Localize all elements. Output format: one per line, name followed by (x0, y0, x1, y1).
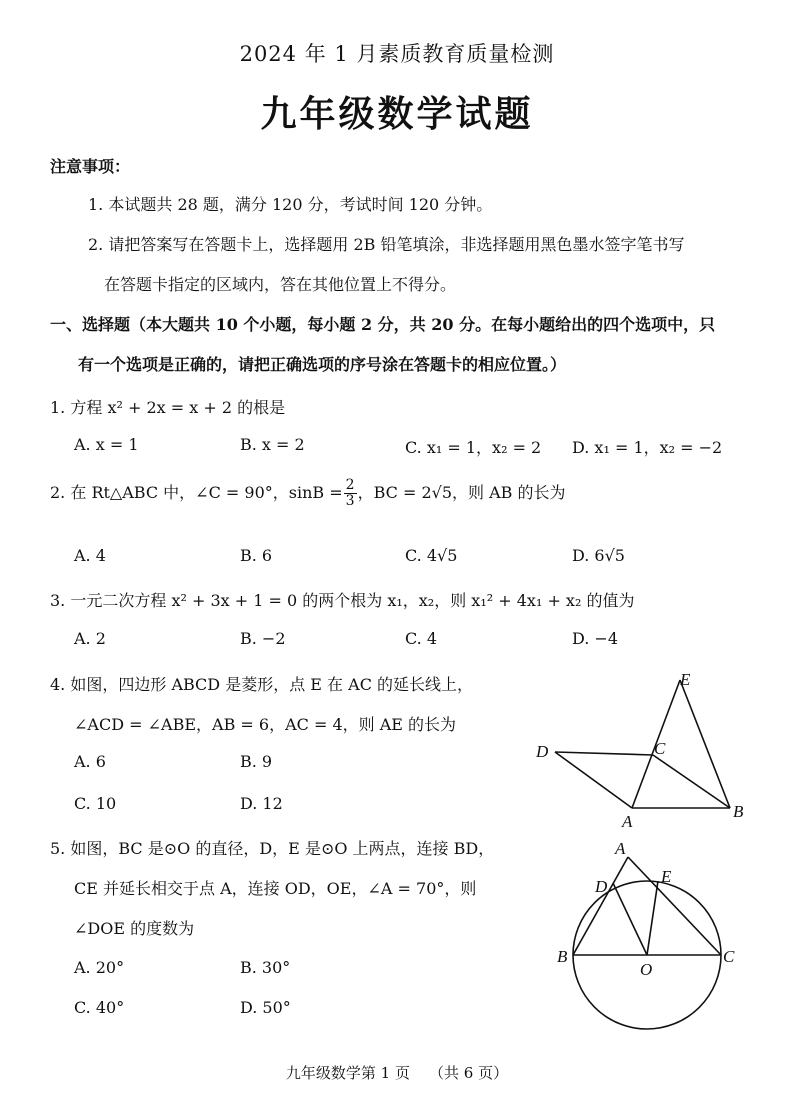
q3-option-b: B. −2 (240, 629, 286, 648)
q5-label-d: D (595, 877, 608, 896)
q2-fraction-denominator: 3 (345, 493, 355, 509)
q3-option-a: A. 2 (74, 629, 106, 648)
notice-item-1: 1. 本试题共 28 题，满分 120 分，考试时间 120 分钟。 (88, 195, 493, 214)
q2-option-b: B. 6 (240, 546, 273, 565)
q4-stem-line2: ∠ACD = ∠ABE，AB = 6，AC = 4，则 AE 的长为 (74, 715, 457, 734)
q4-label-e: E (680, 670, 691, 689)
q5-label-a: A (615, 840, 626, 858)
q1-stem: 1. 方程 x² + 2x = x + 2 的根是 (50, 398, 286, 417)
footer-total-pages: （共 6 页） (429, 1064, 509, 1082)
q1-option-a: A. x = 1 (74, 435, 139, 454)
q2-stem (50, 478, 565, 509)
q3-stem: 3. 一元二次方程 x² + 3x + 1 = 0 的两个根为 x₁，x₂，则 x₁² + 4x₁ + x₂ 的值为 (50, 591, 635, 610)
q2-fraction (344, 478, 357, 509)
q5-stem-line2: CE 并延长相交于点 A，连接 OD，OE，∠A = 70°，则 (74, 879, 477, 898)
q4-label-d: D (536, 742, 549, 761)
q5-label-b: B (557, 947, 568, 966)
q4-option-d: D. 12 (240, 794, 283, 813)
page-footer (0, 1062, 794, 1083)
q4-label-a: A (622, 812, 633, 831)
q4-segment-cb (653, 755, 730, 808)
q4-label-c: C (654, 739, 666, 758)
q3-option-d: D. −4 (572, 629, 619, 648)
q5-segment-od (613, 883, 647, 955)
q4-segment-dc (555, 752, 653, 755)
q4-option-b: B. 9 (240, 752, 273, 771)
q5-segment-oe (647, 881, 658, 955)
q2-fraction-numerator: 2 (345, 477, 355, 493)
notice-heading: 注意事项： (50, 157, 131, 176)
exam-title: 2024 年 1 月素质教育质量检测 (239, 42, 555, 66)
q1-option-d: D. x₁ = 1，x₂ = −2 (572, 438, 723, 457)
q1-option-b: B. x = 2 (240, 435, 305, 454)
q2-stem-post: ，BC = 2√5，则 AB 的长为 (357, 483, 566, 502)
notice-item-2-line1: 2. 请把答案写在答题卡上，选择题用 2B 铅笔填涂，非选择题用黑色墨水签字笔书写 (88, 235, 685, 254)
q4-option-a: A. 6 (74, 752, 106, 771)
q5-option-c: C. 40° (74, 998, 125, 1017)
q5-circle-figure (545, 840, 745, 1040)
q5-segment-ba (573, 857, 628, 955)
q5-option-b: B. 30° (240, 958, 291, 977)
q5-label-c: C (723, 947, 735, 966)
q1-option-c: C. x₁ = 1，x₂ = 2 (405, 438, 542, 457)
q3-option-c: C. 4 (405, 629, 438, 648)
q4-option-c: C. 10 (74, 794, 117, 813)
q5-option-d: D. 50° (240, 998, 291, 1017)
q2-stem-pre: 2. 在 Rt△ABC 中，∠C = 90°，sinB = (50, 483, 343, 502)
exam-subtitle: 九年级数学试题 (260, 93, 534, 135)
q5-stem-line3: ∠DOE 的度数为 (74, 919, 195, 938)
q4-segment-eb (680, 680, 730, 808)
notice-item-2-line2: 在答题卡指定的区域内，答在其他位置上不得分。 (104, 275, 457, 294)
q2-option-d: D. 6√5 (572, 546, 625, 565)
q4-stem-line1: 4. 如图，四边形 ABCD 是菱形，点 E 在 AC 的延长线上， (50, 675, 474, 694)
q5-label-o: O (640, 960, 653, 979)
q4-label-b: B (733, 802, 744, 821)
section-heading-line2: 有一个选项是正确的，请把正确选项的序号涂在答题卡的相应位置。） (78, 355, 567, 374)
q4-segment-da (555, 752, 632, 808)
footer-page-number: 九年级数学第 1 页 (285, 1064, 410, 1082)
section-heading-line1: 一、选择题（本大题共 10 个小题，每小题 2 分，共 20 分。在每小题给出的四个选项中，只 (50, 315, 716, 334)
q5-segment-ac (628, 857, 721, 955)
q5-option-a: A. 20° (74, 958, 125, 977)
q4-rhombus-figure (520, 660, 760, 835)
q2-option-a: A. 4 (74, 546, 106, 565)
q2-option-c: C. 4√5 (405, 546, 458, 565)
q5-label-e: E (661, 867, 672, 886)
q5-stem-line1: 5. 如图，BC 是⊙O 的直径，D，E 是⊙O 上两点，连接 BD， (50, 839, 495, 858)
